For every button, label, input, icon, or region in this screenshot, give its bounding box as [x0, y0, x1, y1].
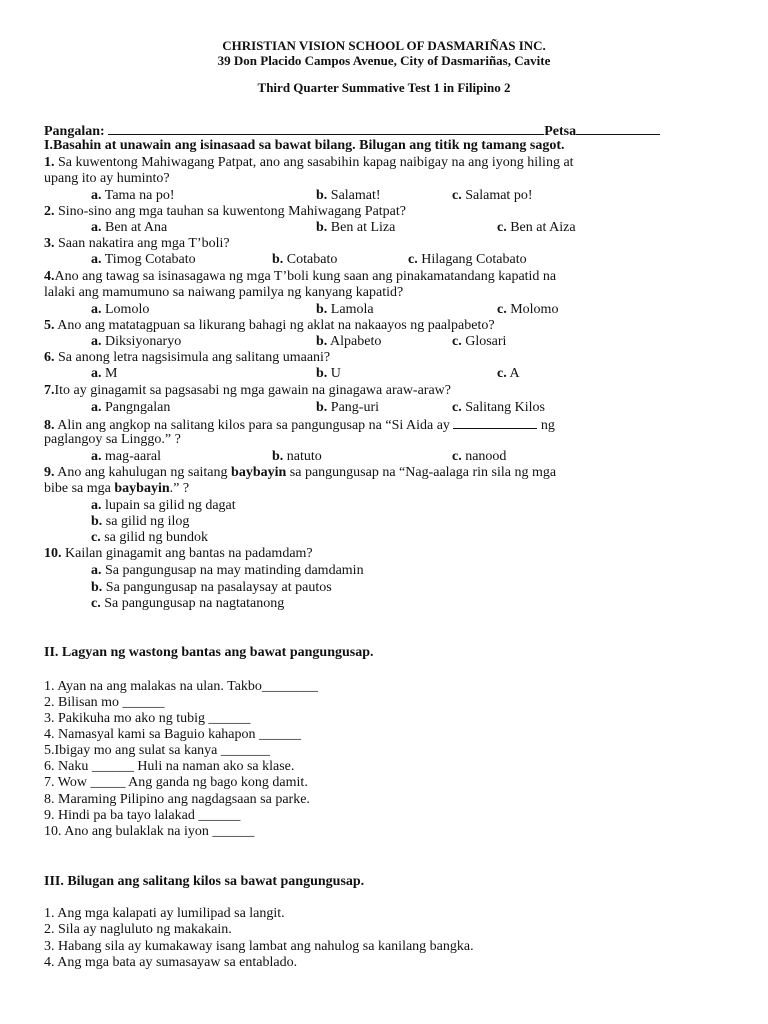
part2-item: 2. Bilisan mo ______	[44, 695, 165, 710]
q5-option-a: a. Diksiyonaryo	[91, 334, 182, 349]
q8-blank	[453, 416, 537, 429]
question-3: 3. Saan nakatira ang mga T’boli?	[44, 236, 230, 251]
school-name: CHRISTIAN VISION SCHOOL OF DASMARIÑAS INC.	[222, 38, 546, 53]
part2-item: 5.Ibigay mo ang sulat sa kanya _______	[44, 743, 270, 758]
question-9: 9. Ano ang kahulugan ng saitang baybayin sa pangungusap na “Nag-aalaga rin sila ng mga	[44, 465, 557, 480]
part3-item: 2. Sila ay nagluluto ng makakain.	[44, 922, 232, 937]
q5-option-c: c. Glosari	[452, 334, 507, 349]
q10-option-a: a. Sa pangungusap na may matinding damdamin	[91, 563, 364, 578]
q2-option-b: b. Ben at Liza	[316, 220, 396, 235]
name-blank	[108, 122, 544, 135]
q4-option-b: b. Lamola	[316, 302, 374, 317]
q7-option-a: a. Pangngalan	[91, 400, 171, 415]
q3-option-b: b. Cotabato	[272, 252, 338, 267]
date-blank	[576, 122, 660, 135]
question-6: 6. Sa anong letra nagsisimula ang salitang umaani?	[44, 350, 331, 365]
q10-option-b: b. Sa pangungusap na pasalaysay at pautos	[91, 580, 332, 595]
date-label: Petsa	[544, 124, 577, 139]
q7-option-b: b. Pang-uri	[316, 400, 380, 415]
q9-option-a: a. lupain sa gilid ng dagat	[91, 498, 236, 513]
question-10: 10. Kailan ginagamit ang bantas na padamdam?	[44, 546, 313, 561]
question-9-cont: bibe sa mga baybayin.” ?	[44, 481, 190, 496]
q3-option-a: a. Timog Cotabato	[91, 252, 196, 267]
q8-option-a: a. mag-aaral	[91, 449, 161, 464]
q2-option-c: c. Ben at Aiza	[497, 220, 576, 235]
question-2: 2. Sino-sino ang mga tauhan sa kuwentong Mahiwagang Patpat?	[44, 204, 406, 219]
part2-item: 6. Naku ______ Huli na naman ako sa klase.	[44, 759, 295, 774]
q1-option-a: a. Tama na po!	[91, 188, 175, 203]
part1-instruction: I.Basahin at unawain ang isinasaad sa bawat bilang. Bilugan ang titik ng tamang sagot.	[44, 138, 565, 153]
q2-option-a: a. Ben at Ana	[91, 220, 168, 235]
q8-option-c: c. nanood	[452, 449, 507, 464]
q4-option-a: a. Lomolo	[91, 302, 150, 317]
question-4: 4.Ano ang tawag sa isinasagawa ng mga T’boli kung saan ang pinakamatandang kapatid na	[44, 269, 557, 284]
q6-option-b: b. U	[316, 366, 341, 381]
question-8: 8. Alin ang angkop na salitang kilos para sa pangungusap na “Si Aida ay ng	[44, 418, 555, 433]
question-4-cont: lalaki ang mamumuno sa naiwang pamilya ng kanyang kapatid?	[44, 285, 404, 300]
question-1: 1. Sa kuwentong Mahiwagang Patpat, ano ang sasabihin kapag naibigay na ang iyong hiling at	[44, 155, 574, 170]
question-8-cont: paglangoy sa Linggo.” ?	[44, 432, 181, 447]
q4-option-c: c. Molomo	[497, 302, 559, 317]
q3-option-c: c. Hilagang Cotabato	[408, 252, 527, 267]
part3-item: 3. Habang sila ay kumakaway isang lambat ang nahulog sa kanilang bangka.	[44, 939, 474, 954]
part2-item: 10. Ano ang bulaklak na iyon ______	[44, 824, 255, 839]
part2-item: 1. Ayan na ang malakas na ulan. Takbo________	[44, 679, 318, 694]
q1-option-b: b. Salamat!	[316, 188, 381, 203]
q1-option-c: c. Salamat po!	[452, 188, 533, 203]
q10-option-c: c. Sa pangungusap na nagtatanong	[91, 596, 285, 611]
part3-item: 4. Ang mga bata ay sumasayaw sa entablado.	[44, 955, 298, 970]
part2-item: 8. Maraming Pilipino ang nagdagsaan sa parke.	[44, 792, 310, 807]
q5-option-b: b. Alpabeto	[316, 334, 382, 349]
q8-option-b: b. natuto	[272, 449, 322, 464]
question-7: 7.Ito ay ginagamit sa pagsasabi ng mga gawain na ginagawa araw-araw?	[44, 383, 452, 398]
part3-item: 1. Ang mga kalapati ay lumilipad sa langit.	[44, 906, 285, 921]
part3-instruction: III. Bilugan ang salitang kilos sa bawat pangungusap.	[44, 874, 365, 889]
q9-option-c: c. sa gilid ng bundok	[91, 530, 209, 545]
q6-option-a: a. M	[91, 366, 118, 381]
q6-option-c: c. A	[497, 366, 520, 381]
part2-item: 7. Wow _____ Ang ganda ng bago kong damit.	[44, 775, 308, 790]
part2-item: 9. Hindi pa ba tayo lalakad ______	[44, 808, 241, 823]
q9-option-b: b. sa gilid ng ilog	[91, 514, 190, 529]
question-5: 5. Ano ang matatagpuan sa likurang bahagi ng aklat na nakaayos ng paalpabeto?	[44, 318, 495, 333]
question-1-cont: upang ito ay huminto?	[44, 171, 170, 186]
part2-item: 3. Pakikuha mo ako ng tubig ______	[44, 711, 251, 726]
part2-instruction: II. Lagyan ng wastong bantas ang bawat pangungusap.	[44, 645, 374, 660]
q7-option-c: c. Salitang Kilos	[452, 400, 545, 415]
part2-item: 4. Namasyal kami sa Baguio kahapon ______	[44, 727, 302, 742]
name-label: Pangalan:	[44, 124, 105, 139]
test-title: Third Quarter Summative Test 1 in Filipino 2	[257, 80, 511, 95]
school-address: 39 Don Placido Campos Avenue, City of Dasmariñas, Cavite	[217, 53, 551, 68]
